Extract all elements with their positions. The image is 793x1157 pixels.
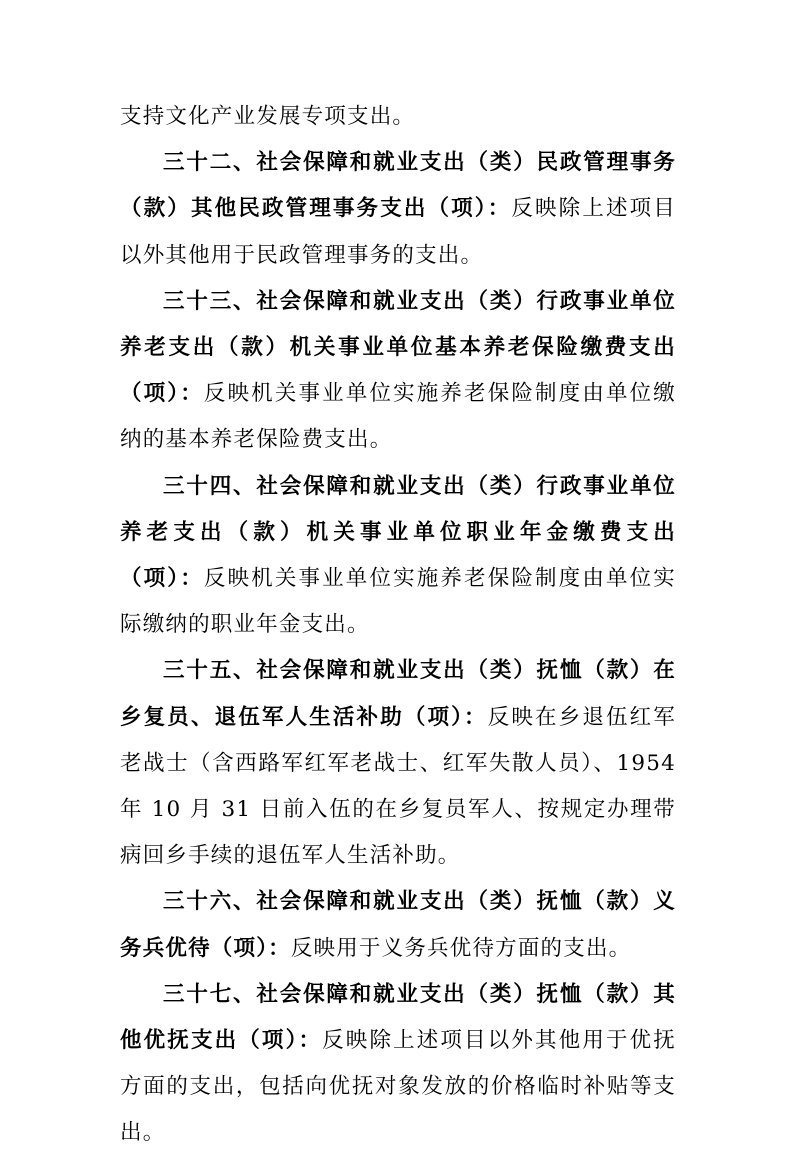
paragraph-item-35 [120,648,676,879]
paragraph-item-37 [120,972,676,1157]
paragraph-heading: 三十六、社会保障和就业支出（类）抚恤（款）义务兵优待（项）： [120,889,676,961]
paragraph-heading: 三十二、社会保障和就业支出（类）民政管理事务（款）其他民政管理事务支出（项）： [120,150,676,222]
paragraph-body: 反映在乡退伍红军老战士（含西路军红军老战士、红军失散人员）、1954 年 10 月 31 日前入伍的在乡复员军人、按规定办理带病回乡手续的退伍军人生活补助。 [120,704,676,869]
paragraph-body: 反映机关事业单位实施养老保险制度由单位实际缴纳的职业年金支出。 [120,566,676,638]
paragraph-body: 反映除上述项目以外其他用于优抚方面的支出，包括向优抚对象发放的价格临时补贴等支出。 [120,1028,676,1146]
paragraph-heading: 三十三、社会保障和就业支出（类）行政事业单位养老支出（款）机关事业单位基本养老保险缴费支出（项）： [120,288,676,407]
paragraph-item-33 [120,279,676,464]
paragraph-heading: 三十五、社会保障和就业支出（类）抚恤（款）在乡复员、退伍军人生活补助（项）： [120,658,676,730]
paragraph-heading: 三十四、社会保障和就业支出（类）行政事业单位养老支出（款）机关事业单位职业年金缴费支出（项）： [120,473,676,592]
paragraph-body: 支持文化产业发展专项支出。 [120,104,416,129]
paragraph-heading: 三十七、社会保障和就业支出（类）抚恤（款）其他优抚支出（项）： [120,981,676,1054]
paragraph-item-34 [120,464,676,649]
paragraph-continuation [120,94,676,140]
paragraph-item-32 [120,140,676,279]
paragraph-body: 反映机关事业单位实施养老保险制度由单位缴纳的基本养老保险费支出。 [120,381,676,453]
paragraph-body: 反映用于义务兵优待方面的支出。 [290,935,632,961]
document-page [120,94,676,1157]
paragraph-item-36 [120,879,676,971]
paragraph-body: 反映除上述项目以外其他用于民政管理事务的支出。 [120,196,676,268]
